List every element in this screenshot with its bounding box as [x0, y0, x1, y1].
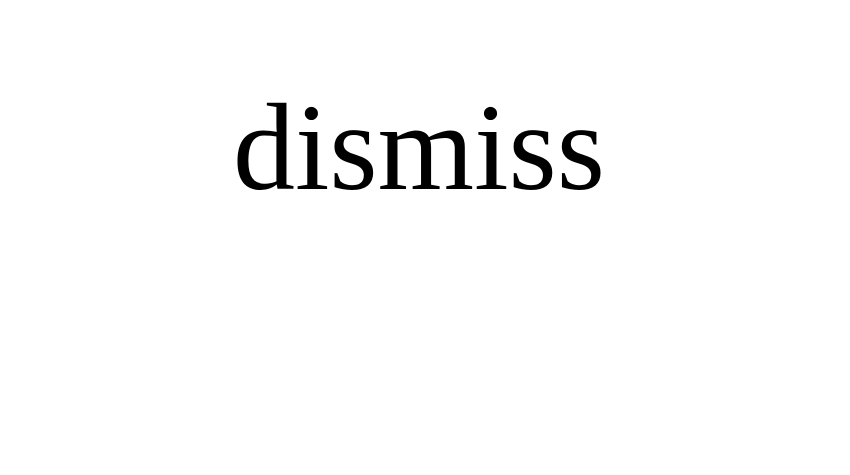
- word-text: dismiss: [232, 79, 606, 216]
